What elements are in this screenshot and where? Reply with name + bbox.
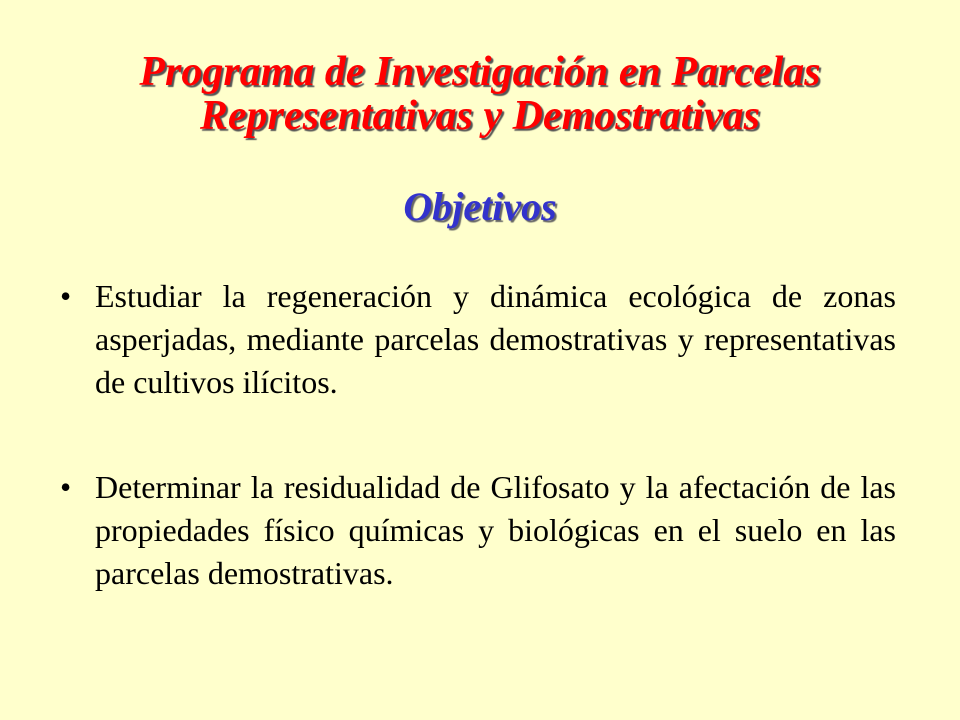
section-heading: Objetivos bbox=[403, 184, 557, 229]
objectives-list bbox=[60, 275, 896, 595]
bullet-icon: • bbox=[60, 469, 72, 505]
slide-title-line-1: Programa de Investigación en Parcelas bbox=[139, 49, 821, 95]
slide-title-line-2: Representativas y Demostrativas bbox=[200, 93, 760, 139]
slide-title bbox=[0, 50, 960, 138]
objective-item bbox=[60, 466, 896, 595]
objective-item bbox=[60, 275, 896, 404]
objective-text: Determinar la residualidad de Glifosato y la afectación de las propiedades físico químicas y biológicas en el suelo en las parcelas demostrativas. bbox=[95, 469, 896, 591]
bullet-icon: • bbox=[60, 278, 72, 314]
objective-text: Estudiar la regeneración y dinámica ecológica de zonas asperjadas, mediante parcelas demostrativas y representativas de cultivos ilícitos. bbox=[95, 278, 896, 400]
